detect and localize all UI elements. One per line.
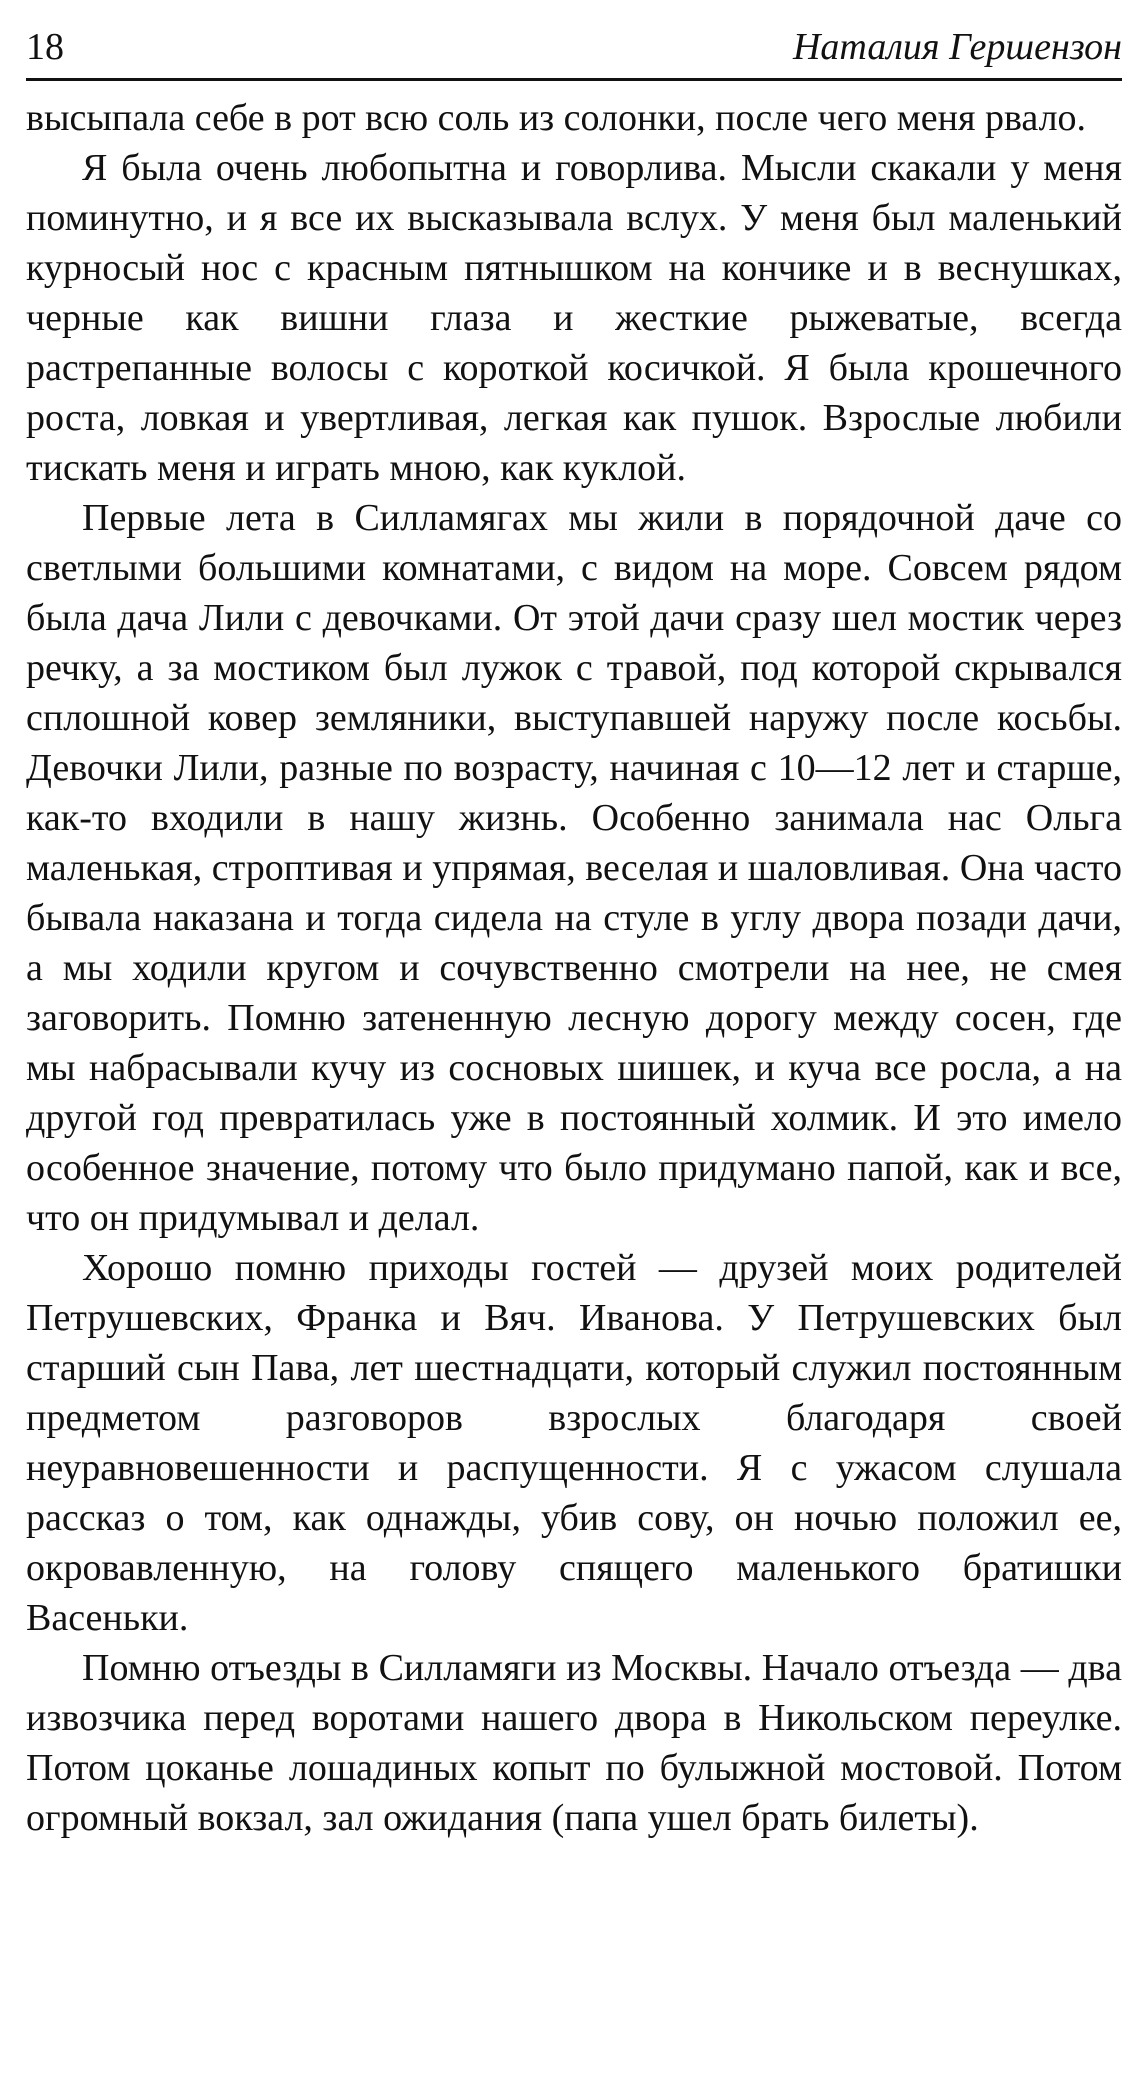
running-head <box>26 18 1122 81</box>
body-text <box>26 93 1122 1843</box>
page-number: 18 <box>26 26 64 68</box>
book-page <box>26 18 1122 2082</box>
paragraph: Хорошо помню приходы гостей — друзей моих родителей Петрушевских, Франка и Вяч. Иванова. У Петрушевских был старший сын Пава, лет шестнадцати, который служил постоянным предметом разговоров взрослых благодаря своей неуравновешенности и распущенности. Я с ужасом слушала рассказ о том, как однажды, убив сову, он ночью положил ее, окровавленную, на голову спящего маленького братишки Васеньки. <box>26 1247 1122 1639</box>
paragraph: Первые лета в Силламягах мы жили в порядочной даче со светлыми большими комнатами, с видом на море. Совсем рядом была дача Лили с девочками. От этой дачи сразу шел мостик через речку, а за мостиком был лужок с травой, под которой скрывался сплошной ковер земляники, выступавшей наружу после косьбы. Девочки Лили, разные по возрасту, начиная с 10—12 лет и старше, как-то входили в нашу жизнь. Особенно занимала нас Ольга маленькая, строптивая и упрямая, веселая и шаловливая. Она часто бывала наказана и тогда сидела на стуле в углу двора позади дачи, а мы ходили кругом и сочувственно смотрели на нее, не смея заговорить. Помню затененную лесную дорогу между сосен, где мы набрасывали кучу из сосновых шишек, и куча все росла, а на другой год превратилась уже в постоянный холмик. И это имело особенное значение, потому что было придумано папой, как и все, что он придумывал и делал. <box>26 497 1122 1239</box>
paragraph: Я была очень любопытна и говорлива. Мысли скакали у меня поминутно, и я все их высказывала вслух. У меня был маленький курносый нос с красным пятнышком на кончике и в веснушках, черные как вишни глаза и жесткие рыжеватые, всегда растрепанные волосы с короткой косичкой. Я была крошечного роста, ловкая и увертливая, легкая как пушок. Взрослые любили тискать меня и играть мною, как куклой. <box>26 147 1122 489</box>
paragraph-continuation: высыпала себе в рот всю соль из солонки, после чего меня рвало. <box>26 97 1087 139</box>
paragraph: Помню отъезды в Силламяги из Москвы. Начало отъезда — два извозчика перед воротами нашего двора в Никольском переулке. Потом цоканье лошадиных копыт по булыжной мостовой. Потом огромный вокзал, зал ожидания (папа ушел брать билеты). <box>26 1647 1122 1839</box>
author-name: Наталия Гершензон <box>792 26 1122 68</box>
